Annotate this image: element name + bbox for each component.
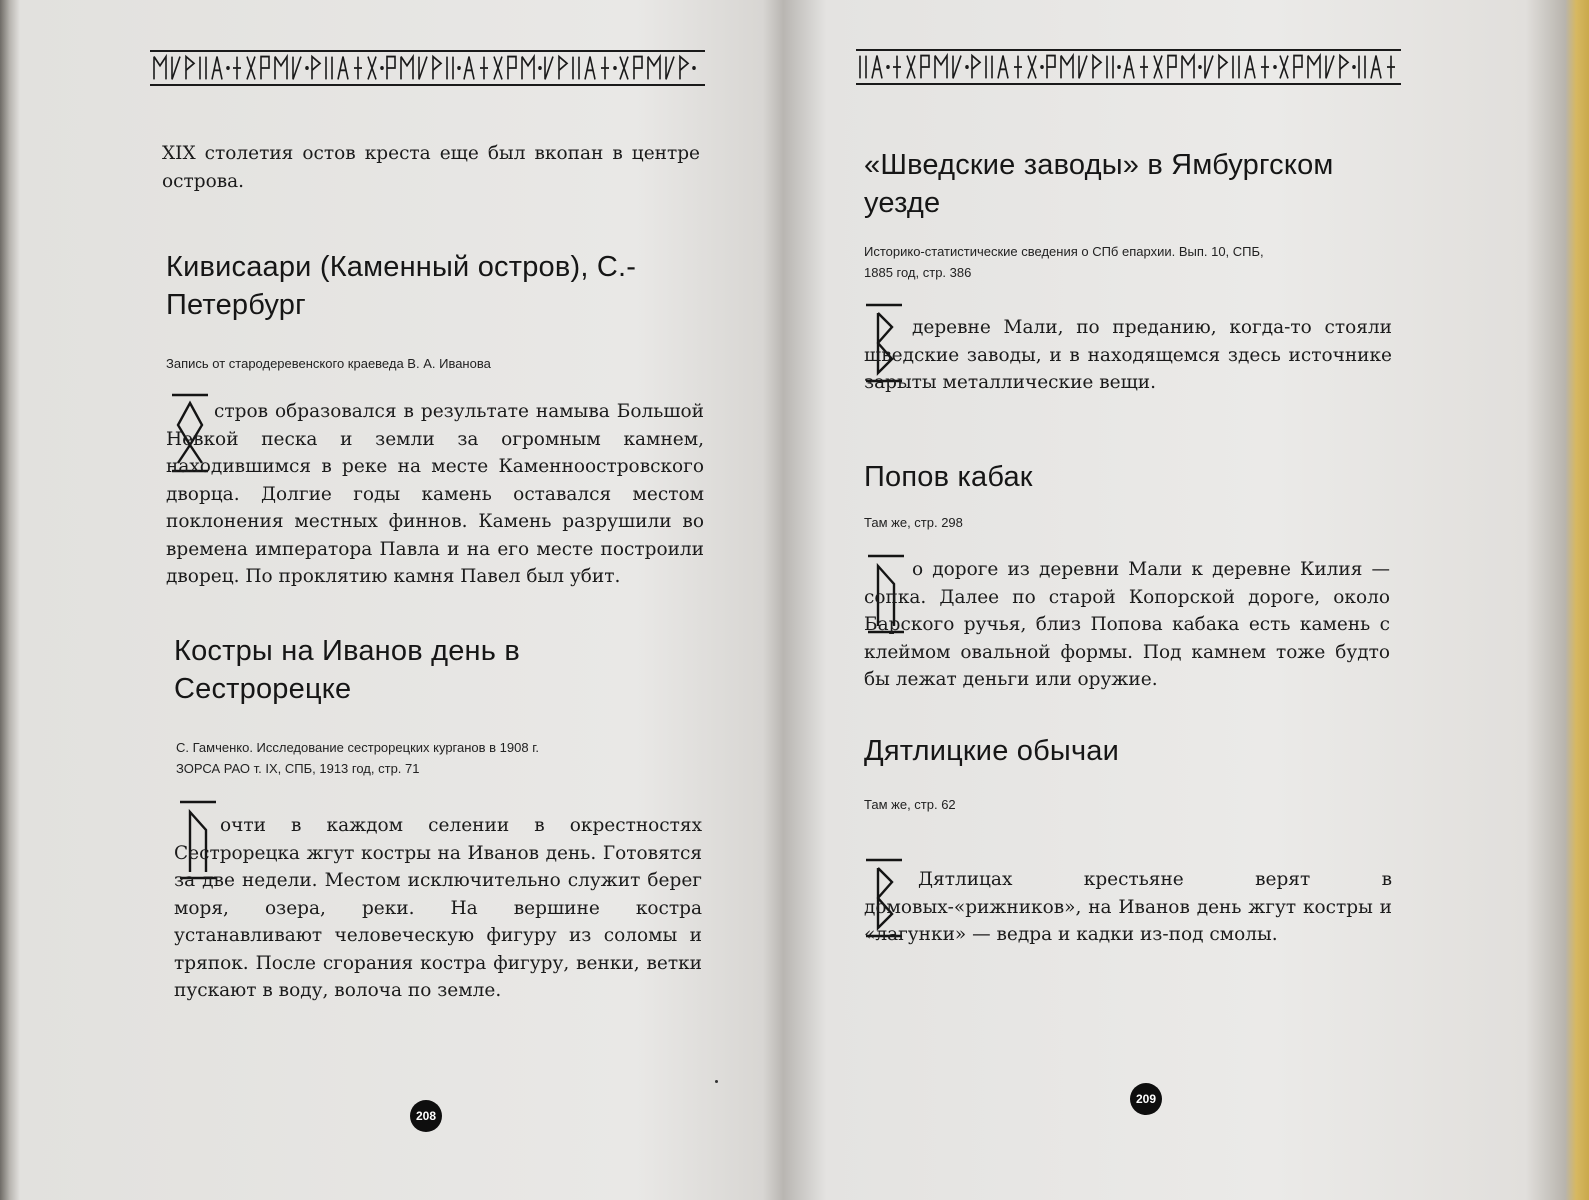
rune-stroke bbox=[986, 56, 992, 79]
print-speck bbox=[715, 1080, 718, 1083]
section-heading: Дятлицкие обычаи bbox=[864, 735, 1120, 767]
rune-stroke bbox=[1280, 56, 1288, 79]
rune-stroke bbox=[447, 57, 453, 80]
rune-stroke bbox=[935, 56, 947, 79]
rune-stroke bbox=[545, 57, 553, 80]
rune-divider-dot bbox=[1041, 66, 1043, 68]
rune-stroke bbox=[1154, 56, 1162, 79]
rune-stroke bbox=[1093, 56, 1101, 79]
section-text: о дороге из деревни Мали к деревне Килия — сопка. Далее по старой Копорской дороге, около Барского ручья, близ Попова кабака есть камень с клеймом овальной формы. Под камнем тоже будто бы лежат деньги или оружие. bbox=[864, 559, 1390, 690]
rune-stroke bbox=[464, 57, 474, 80]
rune-stroke bbox=[387, 57, 395, 80]
rune-stroke bbox=[275, 57, 287, 80]
section-heading: «Шведские заводы» в Ямбургском уезде bbox=[864, 149, 1334, 219]
section-source: Историко-статистические сведения о СПб епархии. Вып. 10, СПБ, 1885 год, стр. 386 bbox=[864, 244, 1264, 280]
rune-divider-dot bbox=[1274, 66, 1276, 68]
runic-header-band bbox=[856, 49, 1401, 85]
rune-stroke bbox=[601, 57, 609, 80]
rune-stroke bbox=[620, 57, 628, 80]
rune-stroke bbox=[401, 57, 413, 80]
rune-divider-dot bbox=[614, 67, 616, 69]
rune-stroke bbox=[1359, 56, 1365, 79]
left-page bbox=[30, 0, 770, 1200]
runic-pattern-icon bbox=[150, 52, 705, 84]
rune-stroke bbox=[585, 57, 595, 80]
section-heading: Кивисаари (Каменный остров), С.-Петербург bbox=[166, 251, 637, 321]
rune-divider-dot bbox=[458, 67, 460, 69]
rune-stroke bbox=[1182, 56, 1194, 79]
rune-stroke bbox=[1124, 56, 1134, 79]
rune-stroke bbox=[972, 56, 980, 79]
rune-stroke bbox=[419, 57, 427, 80]
rune-stroke bbox=[1340, 56, 1348, 79]
rune-stroke bbox=[1168, 56, 1176, 79]
rune-divider-dot bbox=[966, 66, 968, 68]
rune-stroke bbox=[433, 57, 441, 80]
section-heading: Костры на Иванов день в Сестрорецке bbox=[174, 635, 520, 705]
rune-stroke bbox=[893, 56, 901, 79]
rune-divider-dot bbox=[887, 66, 889, 68]
rune-stroke bbox=[680, 57, 688, 80]
rune-divider-dot bbox=[693, 67, 695, 69]
rune-stroke bbox=[522, 57, 534, 80]
page-number-badge: 208 bbox=[410, 1100, 442, 1132]
rune-stroke bbox=[233, 57, 241, 80]
section-text: очти в каждом селении в окрестностях Сестрорецка жгут костры на Иванов день. Готовятся за две недели. Местом исключительно служит берег моря, озера, реки. На вершине костра устанавливают человеческую фигуру из соломы и тряпок. После сгорания костра фигуру, венки, ветки пускают в воду, волоча по земле. bbox=[174, 815, 702, 1001]
rune-stroke bbox=[368, 57, 376, 80]
rune-stroke bbox=[508, 57, 516, 80]
rune-stroke bbox=[1245, 56, 1255, 79]
rune-stroke bbox=[293, 57, 301, 80]
section-text: деревне Мали, по преданию, когда-то стояли шведские заводы, и в находящемся здесь источнике зарыты металлические вещи. bbox=[864, 317, 1392, 393]
rune-stroke bbox=[1261, 56, 1269, 79]
rune-stroke bbox=[1371, 56, 1381, 79]
section-source: Там же, стр. 62 bbox=[864, 797, 956, 812]
rune-stroke bbox=[1308, 56, 1320, 79]
rune-stroke bbox=[1014, 56, 1022, 79]
rune-stroke bbox=[326, 57, 332, 80]
rune-stroke bbox=[1047, 56, 1055, 79]
rune-stroke bbox=[247, 57, 255, 80]
rune-divider-dot bbox=[1118, 66, 1120, 68]
rune-stroke bbox=[998, 56, 1008, 79]
rune-stroke bbox=[1233, 56, 1239, 79]
section-source: С. Гамченко. Исследование сестрорецких курганов в 1908 г. ЗОРСА РАО т. IX, СПБ, 1913 год, стр. 71 bbox=[176, 740, 539, 776]
section-text: стров образовался в результате намыва Большой Невкой песка и земли за огромным камнем, находившимся в реке на месте Каменноостровского дворца. Долгие годы камень оставался местом поклонения местных финнов. Камень разрушили во времена императора Павла и на его месте построили дворец. По проклятию камня Павел был убит. bbox=[166, 401, 704, 587]
section-source: Там же, стр. 298 bbox=[864, 515, 963, 530]
rune-divider-dot bbox=[539, 67, 541, 69]
continuation-text: XIX столетия остов креста еще был вкопан в центре острова. bbox=[162, 143, 700, 192]
rune-divider-dot bbox=[1353, 66, 1355, 68]
rune-stroke bbox=[953, 56, 961, 79]
rune-stroke bbox=[573, 57, 579, 80]
page-number-badge: 209 bbox=[1130, 1083, 1162, 1115]
rune-stroke bbox=[1294, 56, 1302, 79]
rune-stroke bbox=[186, 57, 194, 80]
rune-stroke bbox=[1219, 56, 1227, 79]
rune-stroke bbox=[338, 57, 348, 80]
rune-stroke bbox=[494, 57, 502, 80]
rune-stroke bbox=[1326, 56, 1334, 79]
section-heading: Попов кабак bbox=[864, 461, 1033, 493]
rune-stroke bbox=[634, 57, 642, 80]
runic-pattern-icon bbox=[856, 51, 1401, 83]
rune-stroke bbox=[921, 56, 929, 79]
rune-stroke bbox=[480, 57, 488, 80]
rune-stroke bbox=[907, 56, 915, 79]
rune-stroke bbox=[154, 57, 166, 80]
right-page bbox=[800, 0, 1570, 1200]
rune-stroke bbox=[860, 56, 866, 79]
rune-stroke bbox=[872, 56, 882, 79]
rune-stroke bbox=[666, 57, 674, 80]
rune-divider-dot bbox=[1199, 66, 1201, 68]
rune-stroke bbox=[172, 57, 180, 80]
rune-stroke bbox=[1205, 56, 1213, 79]
rune-stroke bbox=[354, 57, 362, 80]
rune-stroke bbox=[1061, 56, 1073, 79]
rune-stroke bbox=[1028, 56, 1036, 79]
rune-stroke bbox=[1107, 56, 1113, 79]
section-source: Запись от стародеревенского краеведа В. А. Иванова bbox=[166, 356, 491, 371]
rune-stroke bbox=[261, 57, 269, 80]
rune-stroke bbox=[312, 57, 320, 80]
rune-stroke bbox=[200, 57, 206, 80]
rune-stroke bbox=[648, 57, 660, 80]
rune-stroke bbox=[1079, 56, 1087, 79]
rune-divider-dot bbox=[227, 67, 229, 69]
runic-header-band bbox=[150, 50, 705, 86]
rune-divider-dot bbox=[381, 67, 383, 69]
rune-stroke bbox=[1140, 56, 1148, 79]
rune-stroke bbox=[212, 57, 222, 80]
rune-divider-dot bbox=[306, 67, 308, 69]
rune-stroke bbox=[559, 57, 567, 80]
rune-stroke bbox=[1387, 56, 1395, 79]
section-text: Дятлицах крестьяне верят в домовых-«рижников», на Иванов день жгут костры и «лагунки» — ведра и кадки из-под смолы. bbox=[864, 869, 1392, 945]
